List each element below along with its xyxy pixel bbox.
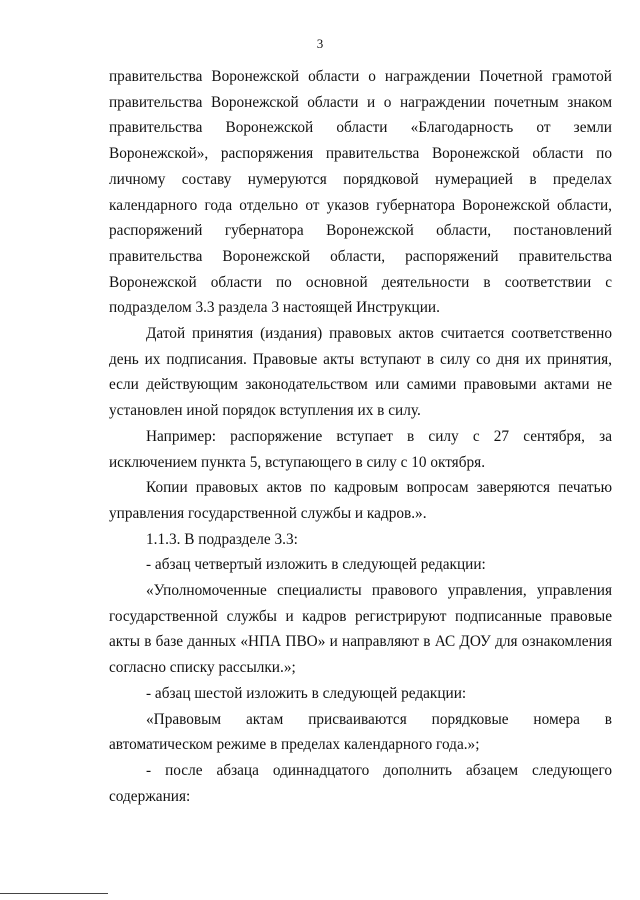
paragraph-example: Например: распоряжение вступает в силу с 27 сентября, за исключением пункта 5, вступающего в силу с 10 октября. xyxy=(109,427,612,471)
page-number: 3 xyxy=(316,36,324,51)
paragraph-item-fourth: - абзац четвертый изложить в следующей редакции: xyxy=(146,556,486,574)
paragraph-quote-specialists: «Уполномоченные специалисты правового управления, управления государственной службы и кадров регистрируют подписанные правовые акты в базе данных «НПА ПВО» и направляют в АС ДОУ для ознакомления согласно списку рассылки.»; xyxy=(109,582,612,677)
paragraph-copies: Копии правовых актов по кадровым вопросам заверяются печатью управления государственной службы и кадров.». xyxy=(109,479,612,522)
paragraph-item-sixth: - абзац шестой изложить в следующей редакции: xyxy=(146,684,467,702)
paragraph-date-of-adoption: Датой принятия (издания) правовых актов считается соответственно день их подписания. Правовые акты вступают в силу со дня их принятия, если действующим законодательством или самими правовыми актами не установлен иной порядок вступления их в силу. xyxy=(109,325,612,420)
paragraph-subsection-heading: 1.1.3. В подразделе 3.3: xyxy=(146,530,298,548)
paragraph-item-eleventh: - после абзаца одиннадцатого дополнить абзацем следующего содержания: xyxy=(109,761,612,805)
paragraph-continuation: правительства Воронежской области о награждении Почетной грамотой правительства Воронежской области и о награждении почетным знаком правительства Воронежской области «Благодарность от земли Воронежской», распоряжения правительства Воронежской области по личному составу нумеруются порядковой нумерацией в пределах календарного года отдельно от указов губернатора Воронежской области, распоряжений губернатора Воронежской области, постановлений правительства Воронежской области, распоряжений правительства Воронежской области по основной деятельности в соответствии с подразделом 3.3 раздела 3 настоящей Инструкции. xyxy=(109,68,612,317)
footer-rule xyxy=(0,893,108,894)
document-body xyxy=(109,64,612,809)
paragraph-quote-numbers: «Правовым актам присваиваются порядковые номера в автоматическом режиме в пределах календарного года.»; xyxy=(109,710,612,754)
